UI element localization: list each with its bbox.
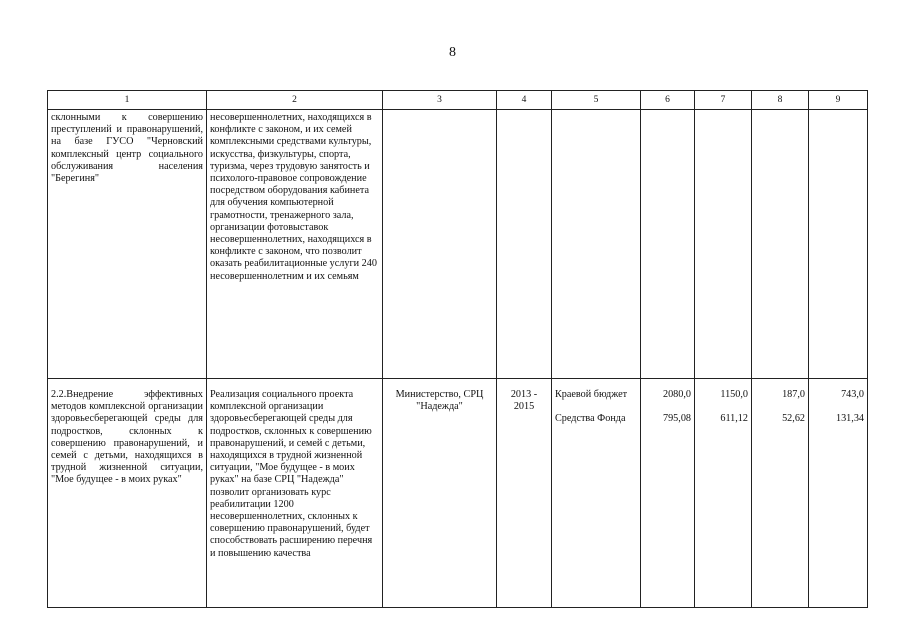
measure-name-cell: склонными к совершению преступлений и правонарушений, на базе ГУСО "Черновский комплексный центр социального обслуживания населения "Берегиня" bbox=[48, 110, 207, 379]
header-cell: 8 bbox=[752, 91, 809, 110]
page-number: 8 bbox=[449, 45, 456, 60]
amount-value: 52,62 bbox=[782, 413, 805, 424]
header-cell: 2 bbox=[207, 91, 383, 110]
empty-cell bbox=[552, 110, 641, 379]
table-row bbox=[48, 379, 868, 608]
header-cell: 7 bbox=[695, 91, 752, 110]
empty-cell bbox=[383, 110, 497, 379]
header-cell: 4 bbox=[497, 91, 552, 110]
table-row bbox=[48, 110, 868, 379]
measure-description-cell: Реализация социального проекта комплексной организации здоровьесберегающей среды для подростков, склонных к совершению правонарушений, и семей с детьми, находящихся в трудной жизненной ситуации, "Мое будущее - в моих руках" на базе СРЦ "Надежда" позволит организовать курс реабилитации 1200 несовершеннолетних, склонных к совершению правонарушений, будет способствовать расширению перечня и повышению качества bbox=[207, 379, 383, 608]
amount-value: 743,0 bbox=[841, 389, 864, 400]
measure-description-cell: несовершеннолетних, находящихся в конфликте с законом, и их семей комплексными средствами культуры, искусства, физкультуры, спорта, туризма, через трудовую занятость и психолого-правовое сопровождение посредством оборудования кабинета для обучения компьютерной грамотности, тренажерного зала, организации фотовыставок несовершеннолетних, находящихся в конфликте с законом, что позволит оказать реабилитационные услуги 240 несовершеннолетним и их семьям bbox=[207, 110, 383, 379]
amount-value: 2080,0 bbox=[662, 389, 691, 400]
program-table bbox=[47, 90, 868, 608]
amount-value: 795,08 bbox=[662, 413, 691, 424]
amount-year-2015-cell bbox=[809, 379, 868, 608]
header-cell: 3 bbox=[383, 91, 497, 110]
amount-value: 611,12 bbox=[720, 413, 748, 424]
amount-total-cell bbox=[641, 379, 695, 608]
amount-year-2014-cell bbox=[752, 379, 809, 608]
header-cell: 9 bbox=[809, 91, 868, 110]
empty-cell bbox=[641, 110, 695, 379]
period-cell: 2013 - 2015 bbox=[497, 379, 552, 608]
header-cell: 1 bbox=[48, 91, 207, 110]
amount-year-2013-cell bbox=[695, 379, 752, 608]
empty-cell bbox=[497, 110, 552, 379]
empty-cell bbox=[752, 110, 809, 379]
empty-cell bbox=[809, 110, 868, 379]
amount-value: 131,34 bbox=[835, 413, 864, 424]
header-cell: 5 bbox=[552, 91, 641, 110]
funding-source-regional: Краевой бюджет bbox=[555, 389, 628, 400]
measure-name-cell: 2.2.Внедрение эффективных методов комплексной организации здоровьесберегающей среды для подростков, склонных к совершению правонарушений, и семей с детьми, находящихся в трудной жизненной ситуации, "Мое будущее - в моих руках" bbox=[48, 379, 207, 608]
amount-value: 187,0 bbox=[782, 389, 805, 400]
empty-cell bbox=[695, 110, 752, 379]
funding-source-fund: Средства Фонда bbox=[555, 413, 626, 424]
column-number-header bbox=[48, 91, 868, 110]
funding-source-cell bbox=[552, 379, 641, 608]
executor-cell: Министерство, СРЦ "Надежда" bbox=[383, 379, 497, 608]
header-cell: 6 bbox=[641, 91, 695, 110]
amount-value: 1150,0 bbox=[720, 389, 748, 400]
